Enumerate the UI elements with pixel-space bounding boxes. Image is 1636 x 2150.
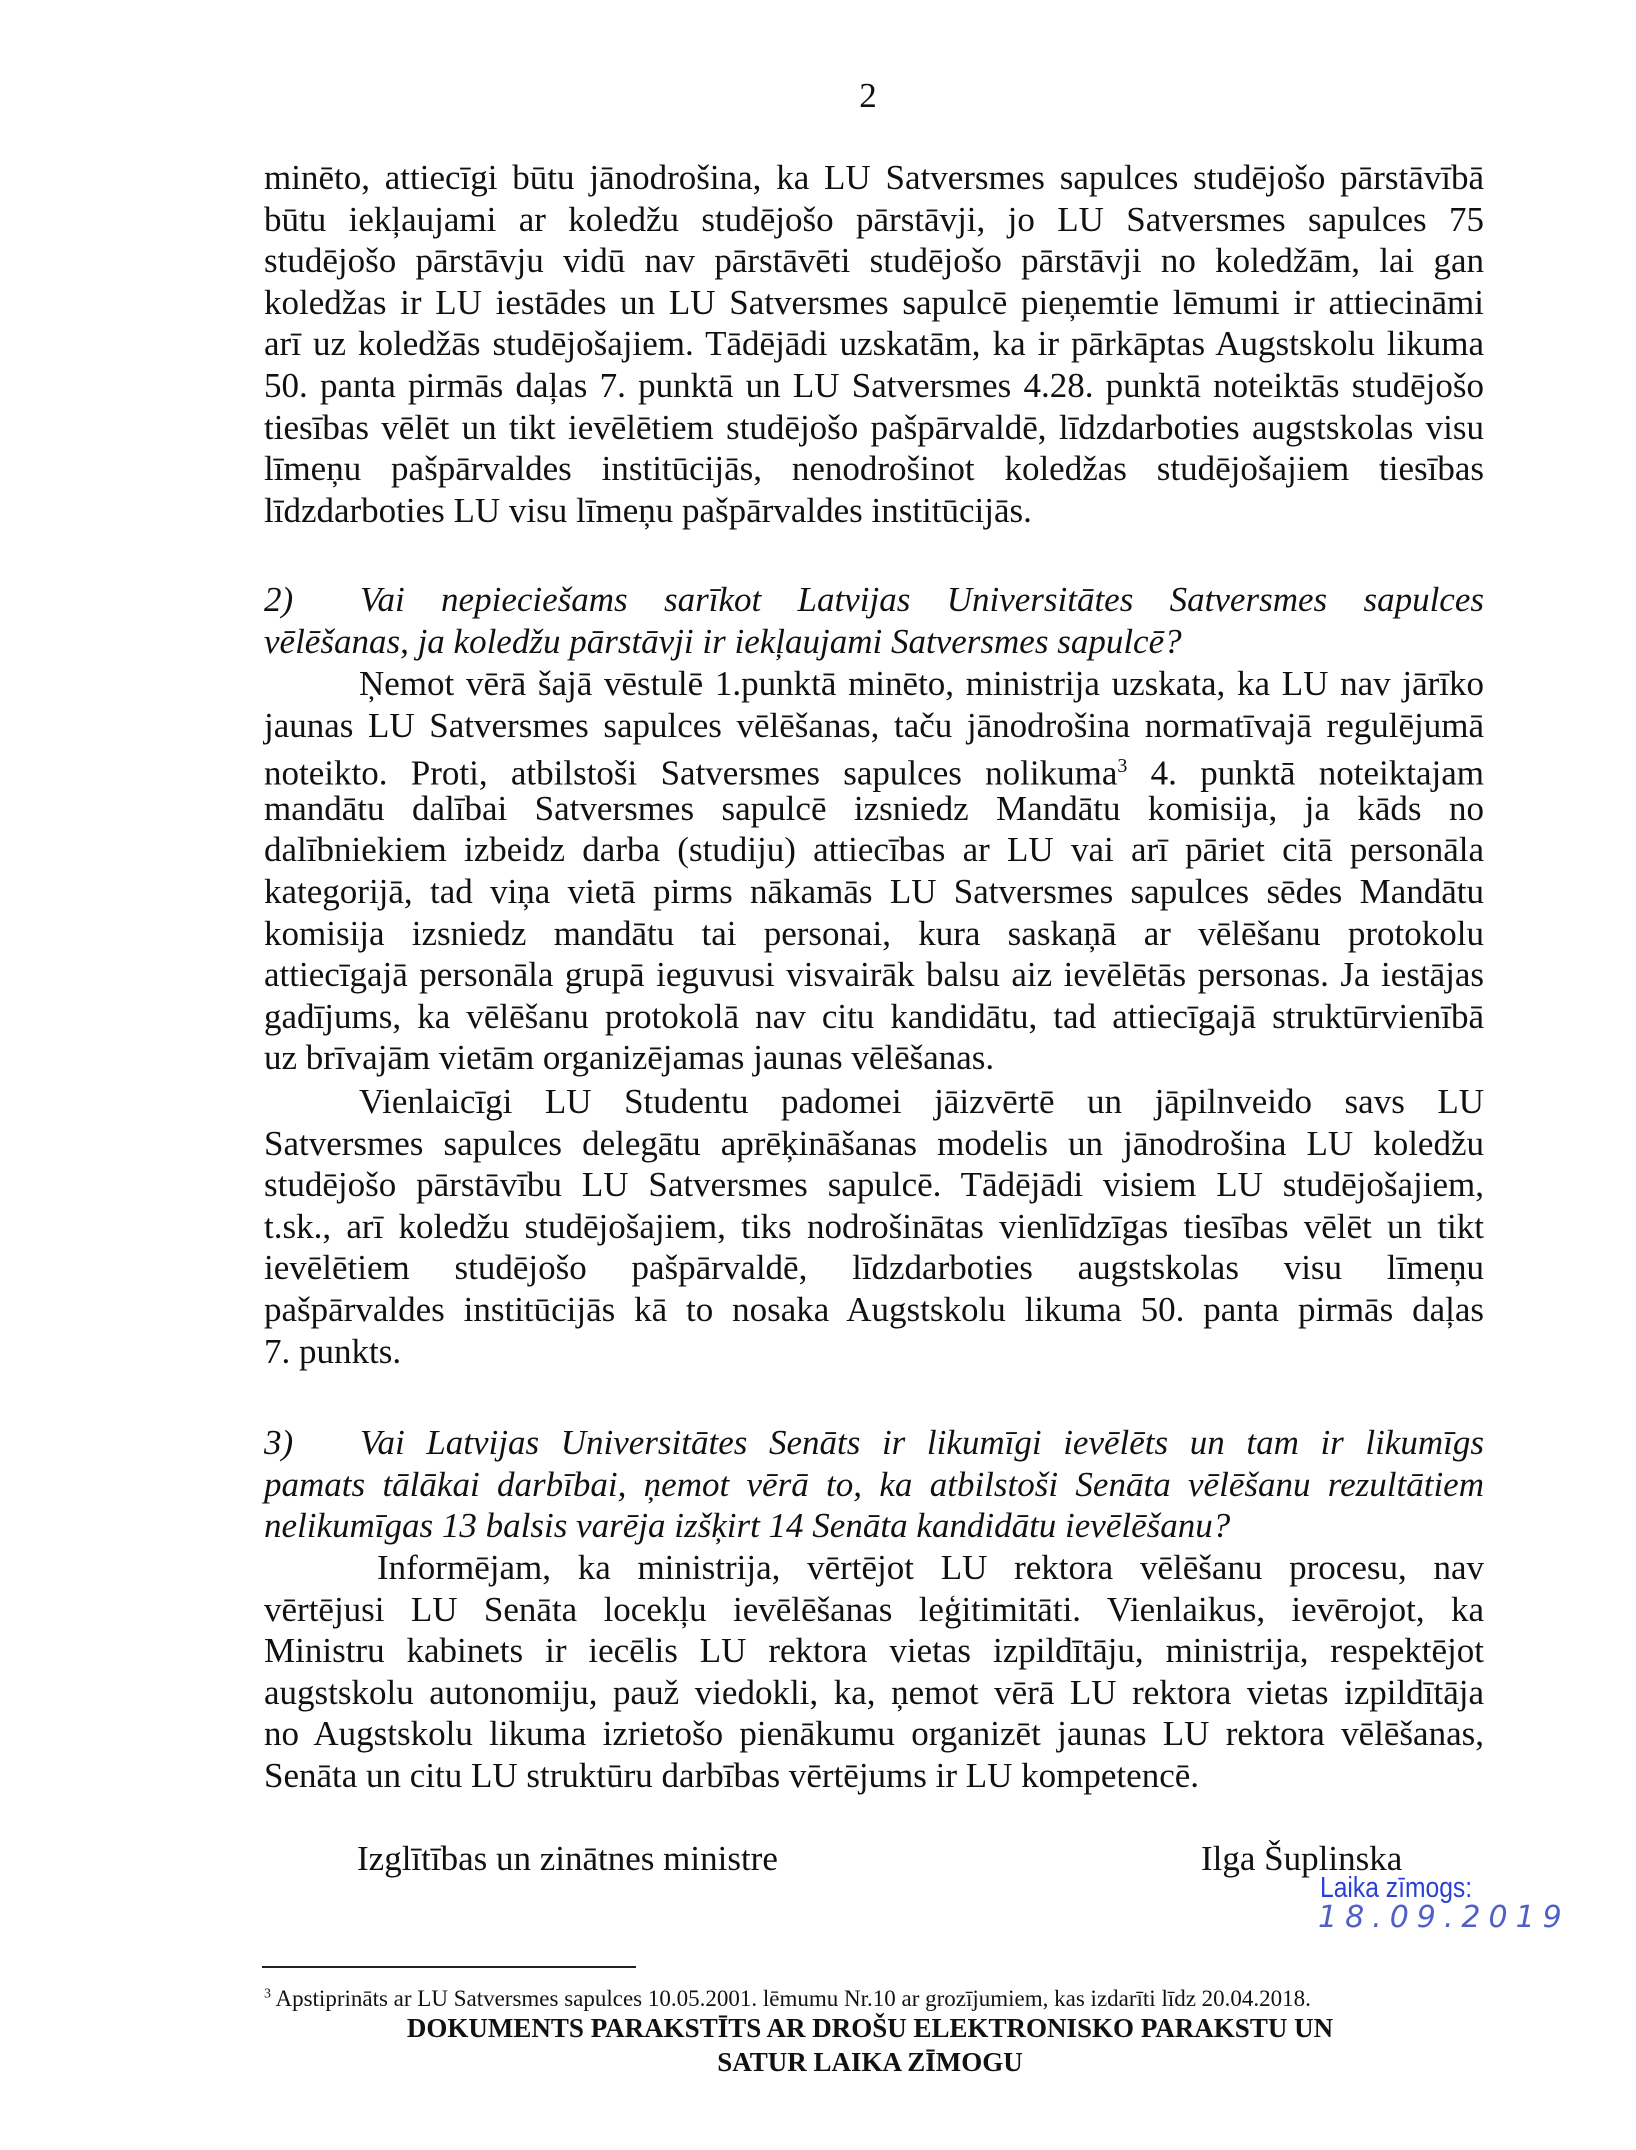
text-line: minēto, attiecīgi būtu jānodrošina, ka LU Satversmes sapulces studējošo pārstāvībā — [264, 158, 1484, 197]
text-line: Ministru kabinets ir iecēlis LU rektora vietas izpildītāju, ministrija, respektējot — [264, 1631, 1484, 1671]
text-line: t.sk., arī koledžu studējošajiem, tiks nodrošinātas vienlīdzīgas tiesības vēlēt un tikt — [264, 1206, 1484, 1246]
text-line: studējošo pārstāvību LU Satversmes sapulcē. Tādējādi visiem LU studējošajiem, — [264, 1165, 1484, 1205]
footnote-reference: 3 — [1117, 755, 1128, 778]
text-line: mandātu dalībai Satversmes sapulcē izsniedz Mandātu komisija, ja kāds no — [264, 788, 1484, 828]
page-number: 2 — [859, 76, 877, 115]
text-line: Informējam, ka ministrija, vērtējot LU rektora vēlēšanu procesu, nav — [377, 1548, 1484, 1587]
text-line: ievēlētiem studējošo pašpārvaldē, līdzdarboties augstskolas visu līmeņu — [264, 1248, 1484, 1288]
text-line: no Augstskolu likuma izrietošo pienākumu organizēt jaunas LU rektora vēlēšanas, — [264, 1714, 1484, 1754]
text-line: līmeņu pašpārvaldes institūcijās, nenodrošinot koledžas studējošajiem tiesības — [264, 449, 1484, 489]
question-line: vēlēšanas, ja koledžu pārstāvji ir iekļaujami Satversmes sapulcē? — [264, 621, 1182, 661]
text-line: uz brīvajām vietām organizējamas jaunas vēlēšanas. — [264, 1038, 995, 1078]
text-line: vērtējusi LU Senāta locekļu ievēlēšanas leģitimitāti. Vienlaikus, ievērojot, ka — [264, 1589, 1484, 1629]
question-line: pamats tālākai darbībai, ņemot vērā to, ka atbilstoši Senāta vēlēšanu rezultātiem — [264, 1464, 1484, 1504]
footnote-divider — [262, 1966, 636, 1968]
text-line: arī uz koledžās studējošajiem. Tādējādi uzskatām, ka ir pārkāptas Augstskolu likuma — [264, 324, 1484, 364]
question-line: Vai Latvijas Universitātes Senāts ir likumīgi ievēlēts un tam ir likumīgs — [360, 1423, 1484, 1462]
text-line: augstskolu autonomiju, pauž viedokli, ka, ņemot vērā LU rektora vietas izpildītāja — [264, 1672, 1484, 1712]
question-3 — [264, 1422, 1484, 1547]
question-2 — [264, 579, 1484, 662]
question-number: 3) — [264, 1423, 294, 1462]
question-number: 2) — [264, 580, 294, 619]
answer-3 — [264, 1547, 1484, 1797]
text-line: dalībniekiem izbeidz darba (studiju) attiecības ar LU vai arī pāriet citā personāla — [264, 830, 1484, 870]
timestamp-label: Laika zīmogs: — [1320, 1872, 1473, 1904]
answer-2 — [264, 663, 1484, 1079]
timestamp-date: 18.09.2019 — [1318, 1900, 1570, 1935]
text-line: Senāta un citu LU struktūru darbības vērtējums ir LU kompetencē. — [264, 1755, 1200, 1795]
paragraph-student-council — [264, 1081, 1484, 1372]
text-line: jaunas LU Satversmes sapulces vēlēšanas, taču jānodrošina normatīvajā regulējumā — [264, 705, 1484, 745]
text-line: koledžas ir LU iestādes un LU Satversmes sapulcē pieņemtie lēmumi ir attiecināmi — [264, 282, 1484, 322]
text-line — [264, 746, 1484, 793]
text-line: komisija izsniedz mandātu tai personai, kura saskaņā ar vēlēšanu protokolu — [264, 913, 1484, 953]
text-line: kategorijā, tad viņa vietā pirms nākamās LU Satversmes sapulces sēdes Mandātu — [264, 871, 1484, 911]
text-line: būtu iekļaujami ar koledžu studējošo pārstāvji, jo LU Satversmes sapulces 75 — [264, 199, 1484, 239]
text-line: 50. panta pirmās daļas 7. punktā un LU Satversmes 4.28. punktā noteiktās studējošo — [264, 365, 1484, 405]
signatory-name: Ilga Šuplinska — [1201, 1839, 1403, 1878]
paragraph-continuation — [264, 157, 1484, 531]
text-line: Ņemot vērā šajā vēstulē 1.punktā minēto, ministrija uzskata, ka LU nav jārīko — [359, 664, 1484, 703]
text-line: Satversmes sapulces delegātu aprēķināšanas modelis un jānodrošina LU koledžu — [264, 1123, 1484, 1163]
text-line: Vienlaicīgi LU Studentu padomei jāizvērtē un jāpilnveido savs LU — [359, 1082, 1484, 1121]
text-line-part: 4. punktā noteiktajam — [1127, 753, 1484, 793]
question-line: nelikumīgas 13 balsis varēja izšķirt 14 Senāta kandidātu ievēlēšanu? — [264, 1506, 1231, 1546]
text-line: līdzdarboties LU visu līmeņu pašpārvaldes institūcijās. — [264, 490, 1032, 530]
signature-notice-line: SATUR LAIKA ZĪMOGU — [717, 2047, 1023, 2077]
footnote-text: Apstiprināts ar LU Satversmes sapulces 10.05.2001. lēmumu Nr.10 ar grozījumiem, kas izdarīti līdz 20.04.2018. — [271, 1986, 1311, 2011]
text-line: gadījums, ka vēlēšanu protokolā nav citu kandidātu, tad attiecīgajā struktūrvienībā — [264, 996, 1484, 1036]
footnote-marker: 3 — [264, 1986, 271, 2002]
text-line: 7. punkts. — [264, 1331, 402, 1371]
signatory-title: Izglītības un zinātnes ministre — [357, 1839, 778, 1878]
text-line: attiecīgajā personāla grupā ieguvusi visvairāk balsu aiz ievēlētās personas. Ja iestājas — [264, 955, 1484, 995]
text-line: studējošo pārstāvju vidū nav pārstāvēti studējošo pārstāvji no koledžām, lai gan — [264, 241, 1484, 281]
text-line: tiesības vēlēt un tikt ievēlētiem studējošo pašpārvaldē, līdzdarboties augstskolas visu — [264, 407, 1484, 447]
question-line: Vai nepieciešams sarīkot Latvijas Universitātes Satversmes sapulces — [360, 580, 1484, 619]
text-line: pašpārvaldes institūcijās kā to nosaka Augstskolu likuma 50. panta pirmās daļas — [264, 1289, 1484, 1329]
text-line-part: noteikto. Proti, atbilstoši Satversmes sapulces nolikuma — [264, 753, 1118, 793]
signature-notice-line: DOKUMENTS PARAKSTĪTS AR DROŠU ELEKTRONISKO PARAKSTU UN — [406, 2013, 1334, 2043]
footnote — [264, 1986, 1311, 2012]
